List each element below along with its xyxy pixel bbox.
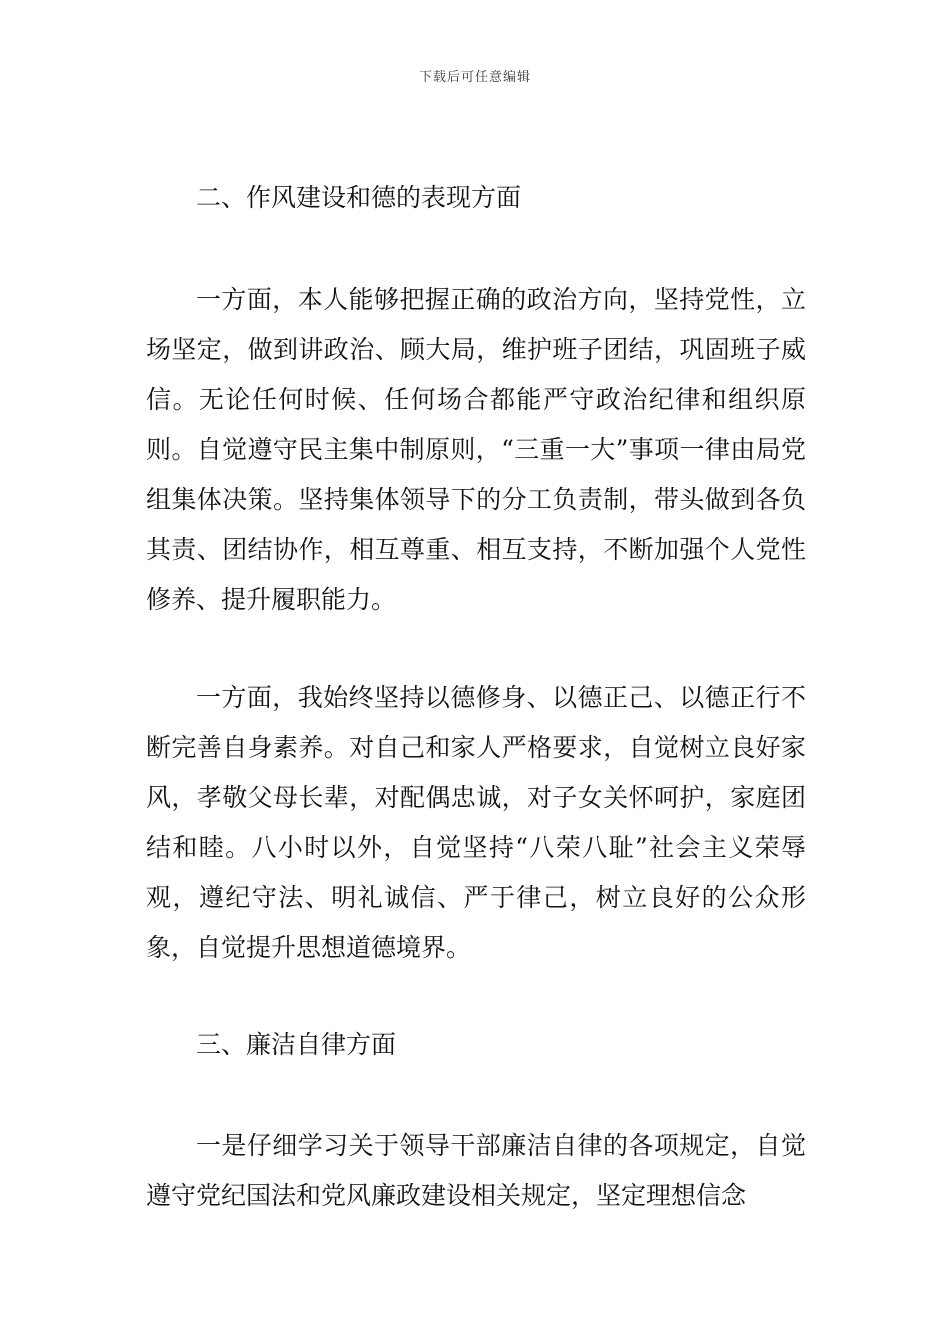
section-heading-integrity-self-discipline: 三、廉洁自律方面	[196, 1030, 397, 1059]
page-header: 下载后可任意编辑	[418, 70, 531, 85]
paragraph-political-direction: 一方面，本人能够把握正确的政治方向，坚持党性，立场坚定，做到讲政治、顾大局，维护班子团结，巩固班子威信。无论任何时候、任何场合都能严守政治纪律和组织原则。自觉遵守民主集中制原则，“三重一大”事项一律由局党组集体决策。坚持集体领导下的分工负责制，带头做到各负其责、团结协作，相互尊重、相互支持，不断加强个人党性修养、提升履职能力。	[146, 285, 806, 614]
section-heading-conduct-and-morality: 二、作风建设和德的表现方面	[196, 183, 522, 212]
paragraph-moral-cultivation: 一方面，我始终坚持以德修身、以德正己、以德正行不断完善自身素养。对自己和家人严格要求，自觉树立良好家风，孝敬父母长辈，对配偶忠诚，对子女关怀呵护，家庭团结和睦。八小时以外，自觉坚持“八荣八耻”社会主义荣辱观，遵纪守法、明礼诚信、严于律己，树立良好的公众形象，自觉提升思想道德境界。	[146, 683, 806, 962]
paragraph-integrity-rules: 一是仔细学习关于领导干部廉洁自律的各项规定，自觉遵守党纪国法和党风廉政建设相关规定，坚定理想信念	[146, 1131, 806, 1210]
